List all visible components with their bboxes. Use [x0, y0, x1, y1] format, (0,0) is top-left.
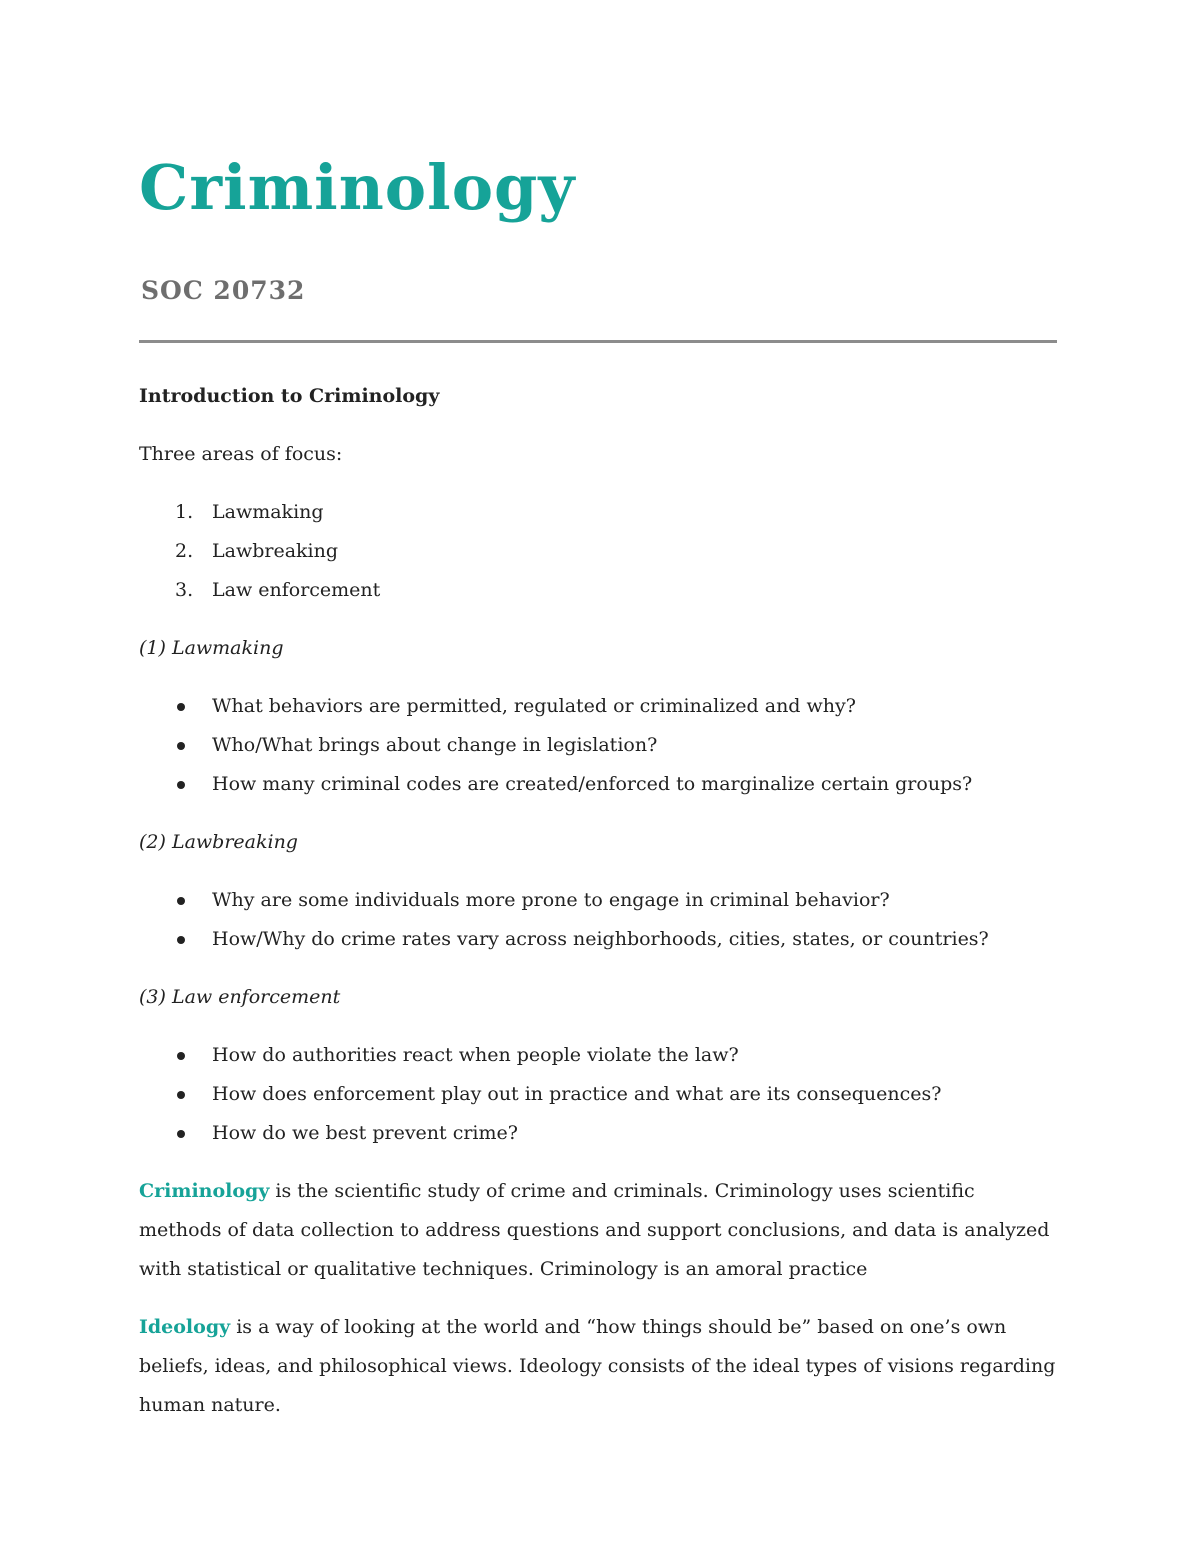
list-item-text: Lawmaking — [212, 501, 324, 523]
bullet-icon — [177, 1091, 185, 1099]
list-item — [139, 1036, 1057, 1075]
list-item-text: Lawbreaking — [212, 540, 339, 562]
list-item-text: Who/What brings about change in legislation? — [212, 734, 658, 756]
list-number: 2. — [175, 540, 194, 562]
list-item-text: How/Why do crime rates vary across neighborhoods, cities, states, or countries? — [212, 928, 989, 950]
list-item-text: What behaviors are permitted, regulated or criminalized and why? — [212, 695, 856, 717]
list-item — [139, 765, 1057, 804]
list-item — [139, 726, 1057, 765]
definition-criminology — [139, 1172, 1057, 1289]
list-item-text: Why are some individuals more prone to engage in criminal behavior? — [212, 889, 890, 911]
title-divider — [139, 340, 1057, 343]
bullet-icon — [177, 781, 185, 789]
law-enforcement-questions — [139, 1036, 1057, 1153]
list-item — [139, 920, 1057, 959]
bullet-icon — [177, 936, 185, 944]
defined-term: Criminology — [139, 1180, 270, 1202]
bullet-icon — [177, 1052, 185, 1060]
list-item-text: How do authorities react when people violate the law? — [212, 1044, 739, 1066]
list-number: 3. — [175, 579, 194, 601]
list-item — [139, 493, 1057, 532]
definition-ideology — [139, 1308, 1057, 1425]
list-item — [139, 1075, 1057, 1114]
course-code: SOC 20732 — [141, 276, 306, 305]
list-item — [139, 571, 1057, 610]
document-body — [139, 377, 1057, 1444]
focus-areas-list — [139, 493, 1057, 610]
bullet-icon — [177, 703, 185, 711]
subsection-heading-lawmaking: (1) Lawmaking — [139, 637, 284, 659]
subsection-heading-law-enforcement: (3) Law enforcement — [139, 986, 341, 1008]
bullet-icon — [177, 897, 185, 905]
section-heading: Introduction to Criminology — [139, 385, 440, 407]
list-item — [139, 1114, 1057, 1153]
definition-text: is the scientific study of crime and criminals. Criminology uses scientific methods of data collection to address questions and support conclusions, and data is analyzed with statistical or qualitative techniques. Criminology is an amoral practice — [139, 1180, 1050, 1280]
subsection-heading-lawbreaking: (2) Lawbreaking — [139, 831, 298, 853]
list-item — [139, 687, 1057, 726]
list-number: 1. — [175, 501, 194, 523]
bullet-icon — [177, 742, 185, 750]
intro-lead: Three areas of focus: — [139, 443, 343, 465]
lawbreaking-questions — [139, 881, 1057, 959]
definition-text: is a way of looking at the world and “how things should be” based on one’s own beliefs, ideas, and philosophical views. Ideology consists of the ideal types of visions regarding human nature. — [139, 1316, 1056, 1416]
list-item-text: How does enforcement play out in practice and what are its consequences? — [212, 1083, 942, 1105]
list-item-text: How do we best prevent crime? — [212, 1122, 518, 1144]
list-item-text: Law enforcement — [212, 579, 381, 601]
list-item — [139, 532, 1057, 571]
defined-term: Ideology — [139, 1316, 231, 1338]
lawmaking-questions — [139, 687, 1057, 804]
bullet-icon — [177, 1130, 185, 1138]
document-title: Criminology — [139, 151, 576, 224]
list-item — [139, 881, 1057, 920]
list-item-text: How many criminal codes are created/enforced to marginalize certain groups? — [212, 773, 973, 795]
